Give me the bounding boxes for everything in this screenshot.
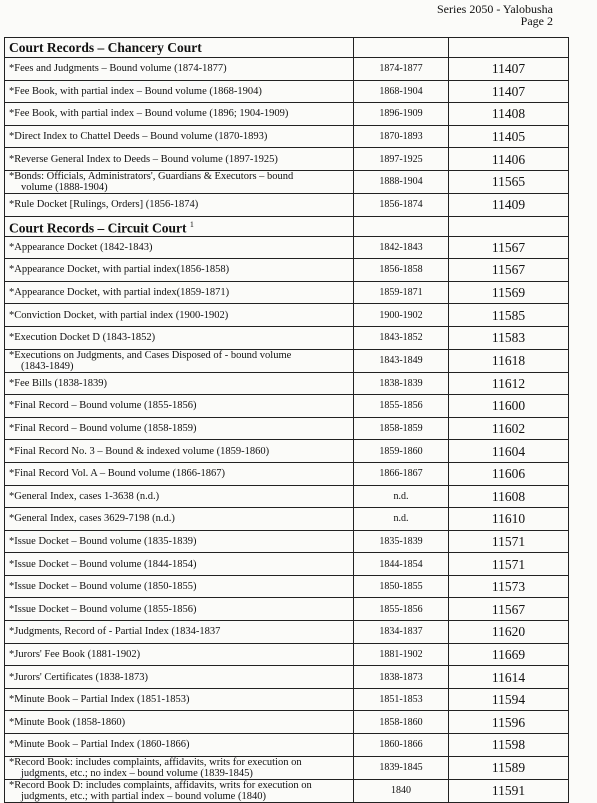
- table-row: [5, 236, 569, 259]
- section-title: Court Records – Circuit Court $^1$: [5, 216, 354, 236]
- record-description-cont: judgments, etc.; with partial index – bound volume (1840): [21, 790, 266, 802]
- page-number: Page 2: [520, 14, 553, 28]
- table-row: [5, 326, 569, 349]
- section-header-circuit: [5, 216, 569, 236]
- record-description-cell: [5, 417, 354, 440]
- table-row: [5, 553, 569, 576]
- record-number: 11618: [449, 349, 569, 372]
- record-dates: 1842-1843: [354, 236, 449, 259]
- record-description: *Appearance Docket, with partial index(1856-1858): [9, 264, 230, 276]
- record-description-cont: judgments, etc.; no index – bound volume (1839-1845): [21, 767, 253, 779]
- table-row: [5, 462, 569, 485]
- record-description: *Appearance Docket (1842-1843): [9, 241, 153, 253]
- record-number: 11606: [449, 462, 569, 485]
- table-row: [5, 711, 569, 734]
- record-description-cell: [5, 575, 354, 598]
- section-title: Court Records – Chancery Court: [5, 38, 354, 58]
- record-description: *Fees and Judgments – Bound volume (1874-1877): [9, 63, 227, 75]
- record-description: *Issue Docket – Bound volume (1855-1856): [9, 603, 197, 615]
- record-description-cell: [5, 125, 354, 148]
- record-description: *Direct Index to Chattel Deeds – Bound volume (1870-1893): [9, 131, 268, 143]
- record-dates: 1843-1852: [354, 326, 449, 349]
- record-description: *Record Book D: includes complaints, affidavits, writs for execution on: [9, 779, 312, 791]
- record-description: *Fee Book, with partial index – Bound volume (1868-1904): [9, 85, 262, 97]
- table-row: [5, 304, 569, 327]
- record-description: *Judgments, Record of - Partial Index (1834-1837: [9, 626, 221, 638]
- table-row: [5, 417, 569, 440]
- record-number: 11565: [449, 170, 569, 193]
- record-dates: 1834-1837: [354, 621, 449, 644]
- record-number: 11600: [449, 395, 569, 418]
- record-number: 11569: [449, 281, 569, 304]
- record-number: 11589: [449, 756, 569, 779]
- record-number: 11409: [449, 193, 569, 216]
- record-dates: 1840: [354, 779, 449, 802]
- record-dates: 1858-1860: [354, 711, 449, 734]
- record-dates: 1859-1860: [354, 440, 449, 463]
- record-description-cell: [5, 236, 354, 259]
- table-row: [5, 103, 569, 126]
- record-number: 11585: [449, 304, 569, 327]
- record-description: *Issue Docket – Bound volume (1844-1854): [9, 558, 197, 570]
- footnote-marker: 1: [189, 219, 194, 229]
- record-description-cell: [5, 688, 354, 711]
- record-number: 11604: [449, 440, 569, 463]
- record-dates: 1838-1873: [354, 666, 449, 689]
- record-number: 11596: [449, 711, 569, 734]
- record-description: *Fee Bills (1838-1839): [9, 377, 107, 389]
- record-dates: 1839-1845: [354, 756, 449, 779]
- table-row: [5, 756, 569, 779]
- record-number: 11407: [449, 58, 569, 81]
- record-description-cont: (1843-1849): [21, 360, 74, 372]
- record-description-cell: [5, 349, 354, 372]
- record-description-cell: [5, 711, 354, 734]
- record-number: 11612: [449, 372, 569, 395]
- record-description: *Record Book: includes complaints, affidavits, writs for execution on: [9, 756, 302, 768]
- record-number: 11620: [449, 621, 569, 644]
- table-row: [5, 688, 569, 711]
- record-dates: 1859-1871: [354, 281, 449, 304]
- record-dates: 1835-1839: [354, 530, 449, 553]
- record-description-cell: [5, 372, 354, 395]
- record-description-cell: [5, 80, 354, 103]
- record-description-cell: [5, 598, 354, 621]
- record-dates: 1851-1853: [354, 688, 449, 711]
- record-number: 11591: [449, 779, 569, 802]
- page-header: [437, 3, 553, 27]
- table-row: [5, 485, 569, 508]
- record-dates: 1856-1858: [354, 259, 449, 282]
- record-dates: 1850-1855: [354, 575, 449, 598]
- record-description-cell: [5, 148, 354, 171]
- record-description: *Fee Book, with partial index – Bound volume (1896; 1904-1909): [9, 108, 289, 120]
- record-dates: 1860-1866: [354, 734, 449, 757]
- record-description-cell: [5, 58, 354, 81]
- record-dates: 1855-1856: [354, 598, 449, 621]
- record-dates: 1838-1839: [354, 372, 449, 395]
- record-number: 11408: [449, 103, 569, 126]
- table-row: [5, 349, 569, 372]
- record-number: 11571: [449, 530, 569, 553]
- record-dates: 1856-1874: [354, 193, 449, 216]
- record-number: 11583: [449, 326, 569, 349]
- record-dates: 1881-1902: [354, 643, 449, 666]
- record-number: 11598: [449, 734, 569, 757]
- record-description-cell: [5, 734, 354, 757]
- record-dates: 1897-1925: [354, 148, 449, 171]
- record-number: 11567: [449, 259, 569, 282]
- table-row: [5, 80, 569, 103]
- record-description-cell: [5, 326, 354, 349]
- record-number: 11407: [449, 80, 569, 103]
- record-description: *Final Record – Bound volume (1858-1859): [9, 423, 197, 435]
- record-description-cont: volume (1888-1904): [21, 181, 108, 193]
- table-row: [5, 643, 569, 666]
- record-description: *Minute Book – Partial Index (1860-1866): [9, 739, 190, 751]
- record-description-cell: [5, 440, 354, 463]
- record-description-cell: [5, 553, 354, 576]
- record-description: *Rule Docket [Rulings, Orders] (1856-1874): [9, 199, 199, 211]
- table-row: [5, 779, 569, 802]
- record-description-cell: [5, 621, 354, 644]
- record-description: *General Index, cases 1-3638 (n.d.): [9, 490, 160, 502]
- record-dates: n.d.: [354, 485, 449, 508]
- record-dates: 1844-1854: [354, 553, 449, 576]
- record-number: 11610: [449, 508, 569, 531]
- table-row: [5, 530, 569, 553]
- record-description-cell: [5, 508, 354, 531]
- record-description: *Final Record – Bound volume (1855-1856): [9, 400, 197, 412]
- table-row: [5, 58, 569, 81]
- table-row: [5, 598, 569, 621]
- table-row: [5, 259, 569, 282]
- table-row: [5, 508, 569, 531]
- table-row: [5, 575, 569, 598]
- record-description-cell: [5, 666, 354, 689]
- record-description: *Appearance Docket, with partial index(1859-1871): [9, 287, 230, 299]
- record-description-cell: [5, 643, 354, 666]
- table-row: [5, 125, 569, 148]
- record-description: *Executions on Judgments, and Cases Disposed of - bound volume: [9, 349, 292, 361]
- record-number: 11571: [449, 553, 569, 576]
- record-dates: 1896-1909: [354, 103, 449, 126]
- record-dates: 1868-1904: [354, 80, 449, 103]
- record-number: 11567: [449, 236, 569, 259]
- table-row: [5, 193, 569, 216]
- record-description-cell: [5, 103, 354, 126]
- record-number: 11594: [449, 688, 569, 711]
- record-dates: 1888-1904: [354, 170, 449, 193]
- record-description: *Issue Docket – Bound volume (1850-1855): [9, 581, 197, 593]
- record-description-cell: [5, 462, 354, 485]
- record-dates: 1843-1849: [354, 349, 449, 372]
- record-description-cell: [5, 193, 354, 216]
- record-description-cell: [5, 485, 354, 508]
- record-description-cell: [5, 756, 354, 779]
- record-description-cell: [5, 170, 354, 193]
- record-dates: 1855-1856: [354, 395, 449, 418]
- record-description: *Jurors' Certificates (1838-1873): [9, 671, 148, 683]
- record-dates: n.d.: [354, 508, 449, 531]
- table-row: [5, 372, 569, 395]
- record-dates: 1874-1877: [354, 58, 449, 81]
- record-number: 11602: [449, 417, 569, 440]
- record-description-cell: [5, 395, 354, 418]
- record-description: *Reverse General Index to Deeds – Bound volume (1897-1925): [9, 153, 278, 165]
- record-description: *Conviction Docket, with partial index (1900-1902): [9, 309, 229, 321]
- table-row: [5, 440, 569, 463]
- record-description-cell: [5, 530, 354, 553]
- record-description: *Execution Docket D (1843-1852): [9, 332, 156, 344]
- table-row: [5, 666, 569, 689]
- table-row: [5, 621, 569, 644]
- record-dates: 1900-1902: [354, 304, 449, 327]
- table-row: [5, 734, 569, 757]
- table-row: [5, 148, 569, 171]
- record-number: 11608: [449, 485, 569, 508]
- record-description: *Final Record Vol. A – Bound volume (1866-1867): [9, 468, 226, 480]
- record-dates: 1866-1867: [354, 462, 449, 485]
- record-description: *General Index, cases 3629-7198 (n.d.): [9, 513, 175, 525]
- record-number: 11669: [449, 643, 569, 666]
- series-title: Series 2050 - Yalobusha: [437, 2, 553, 16]
- record-description-cell: [5, 779, 354, 802]
- table-row: [5, 395, 569, 418]
- record-description: *Minute Book – Partial Index (1851-1853): [9, 694, 190, 706]
- record-description: *Final Record No. 3 – Bound & indexed volume (1859-1860): [9, 445, 270, 457]
- record-dates: 1870-1893: [354, 125, 449, 148]
- record-description-cell: [5, 259, 354, 282]
- table-row: [5, 170, 569, 193]
- record-number: 11567: [449, 598, 569, 621]
- table-row: [5, 281, 569, 304]
- record-number: 11405: [449, 125, 569, 148]
- record-description: *Bonds: Officials, Administrators', Guardians & Executors – bound: [9, 170, 294, 182]
- record-number: 11406: [449, 148, 569, 171]
- record-dates: 1858-1859: [354, 417, 449, 440]
- records-table: [4, 37, 569, 803]
- record-number: 11573: [449, 575, 569, 598]
- record-description-cell: [5, 281, 354, 304]
- record-description-cell: [5, 304, 354, 327]
- record-description: *Issue Docket – Bound volume (1835-1839): [9, 535, 197, 547]
- section-header-chancery: [5, 38, 569, 58]
- record-number: 11614: [449, 666, 569, 689]
- record-description: *Minute Book (1858-1860): [9, 716, 126, 728]
- record-description: *Jurors' Fee Book (1881-1902): [9, 648, 141, 660]
